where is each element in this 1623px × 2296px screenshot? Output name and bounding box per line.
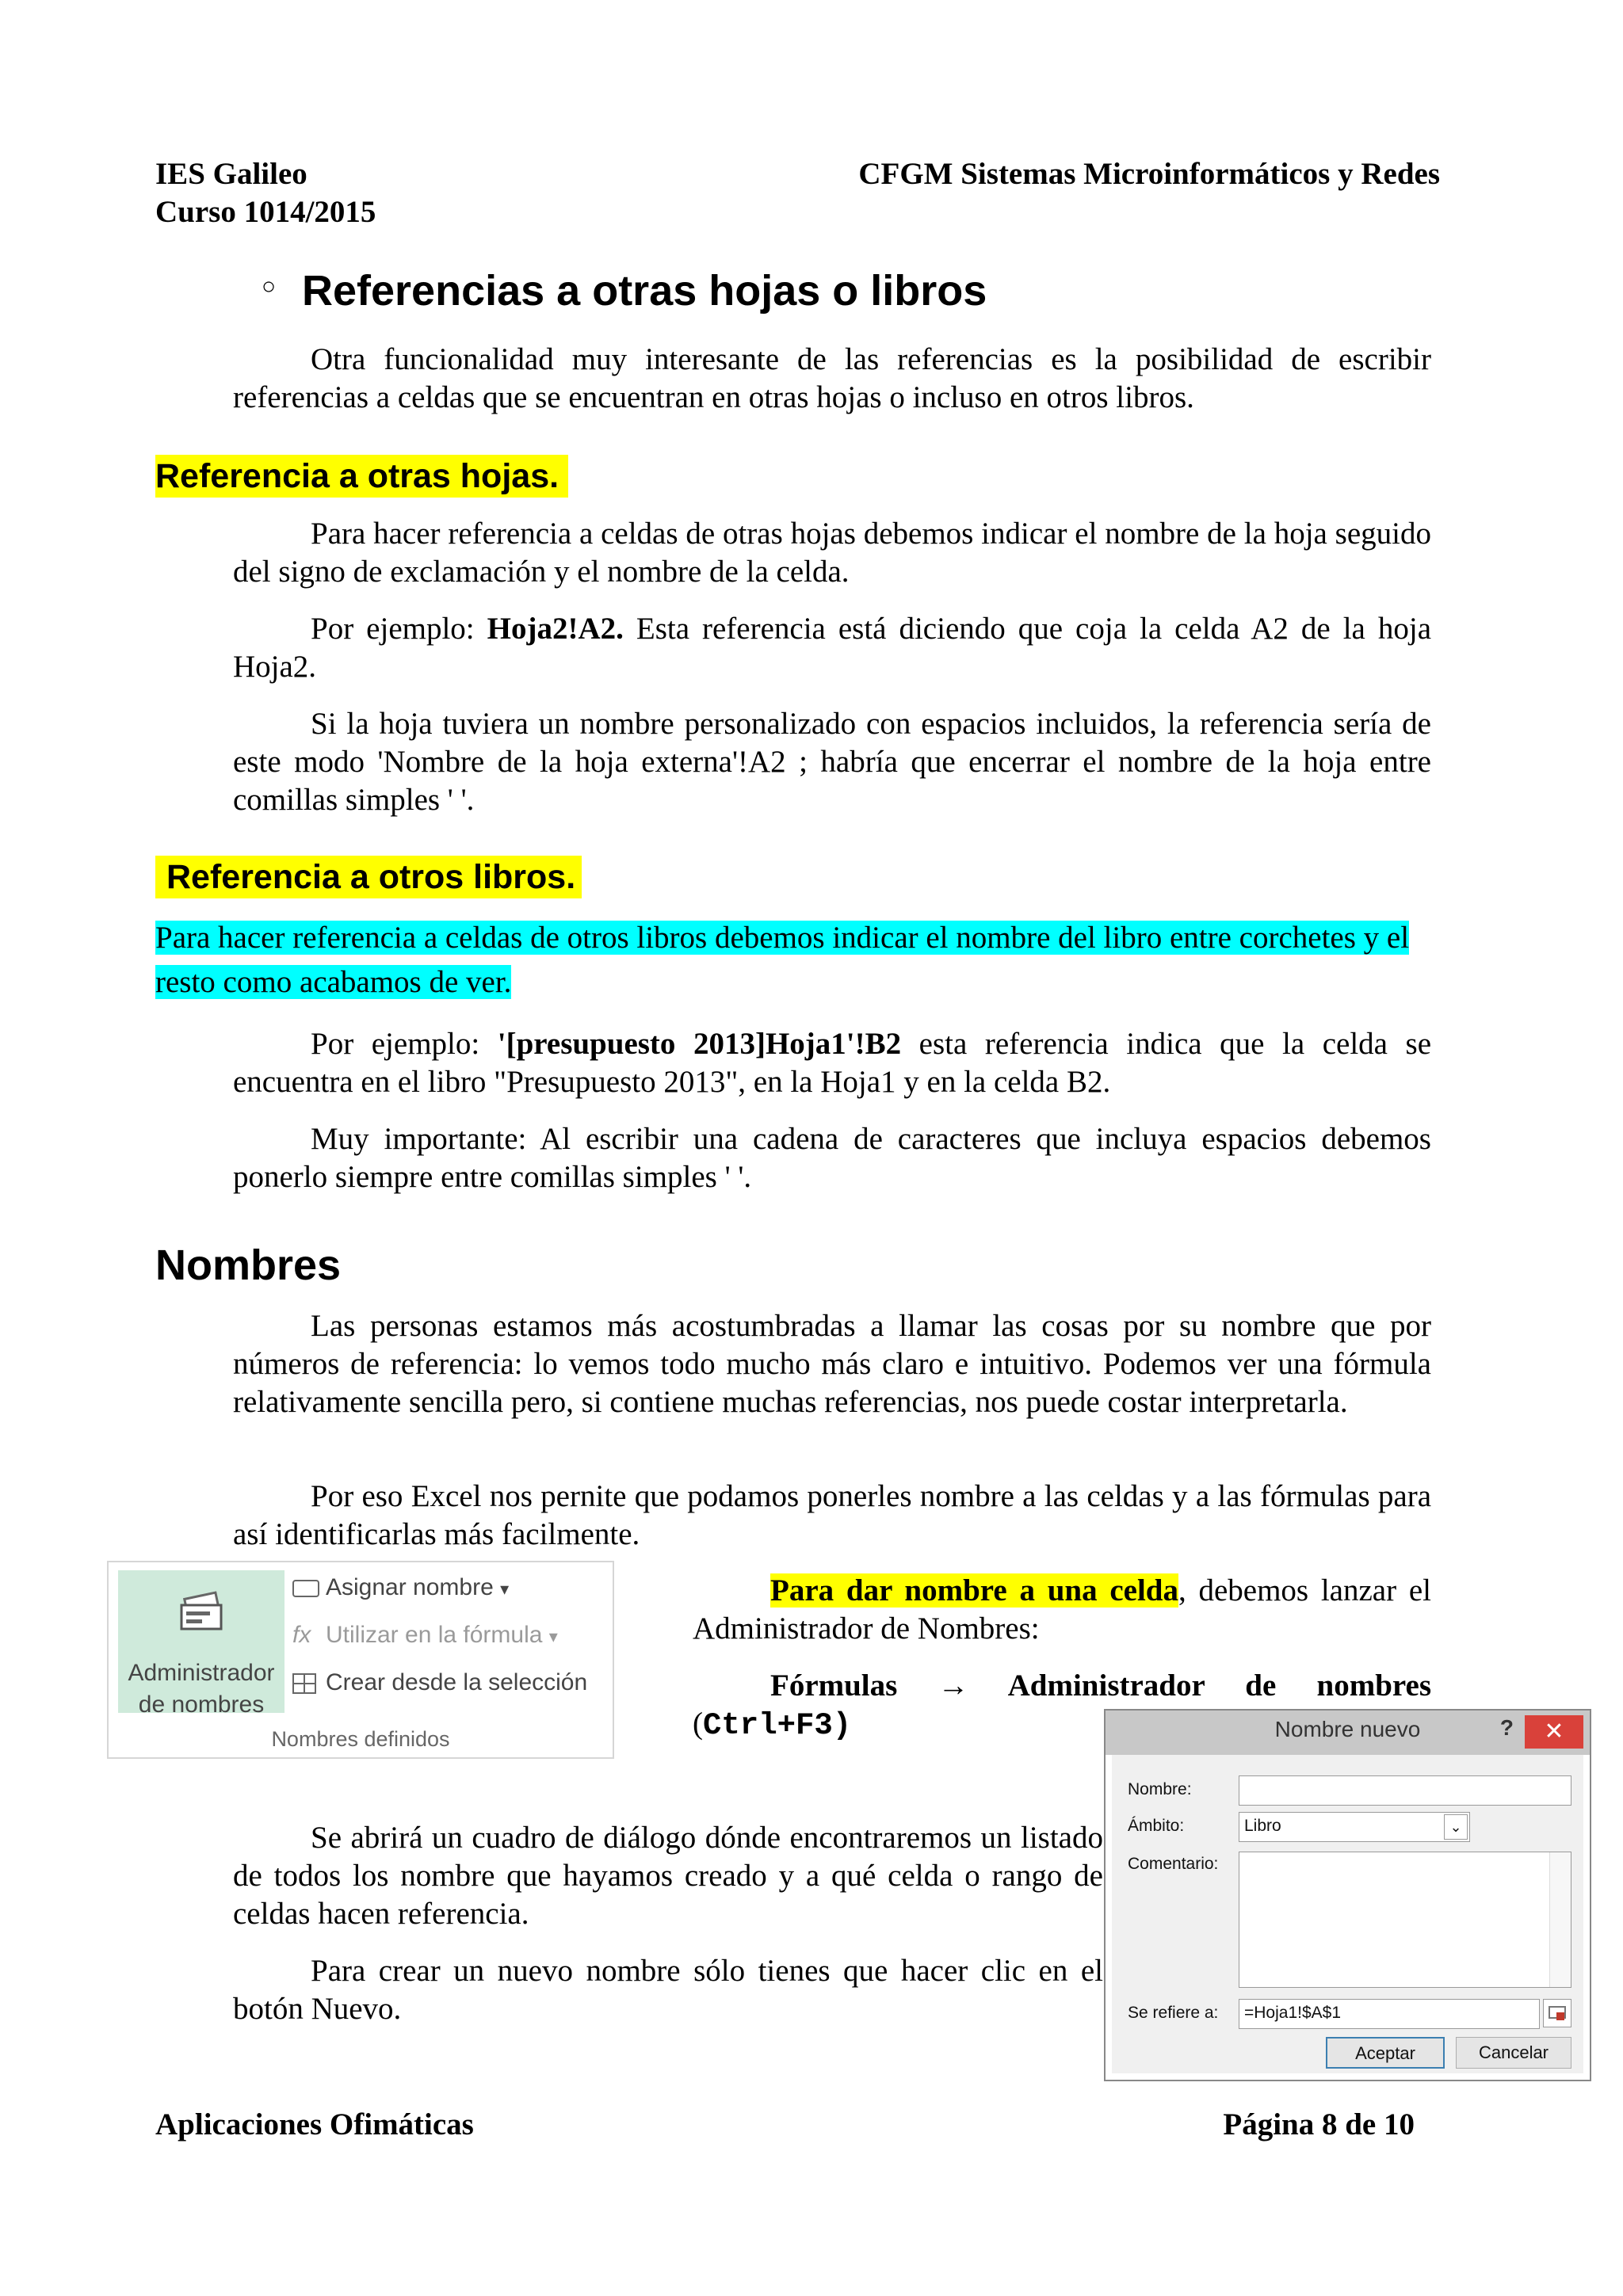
name-manager-icon [175, 1588, 232, 1645]
books-example-reference: '[presupuesto 2013]Hoja1'!B2 [497, 1027, 902, 1061]
scope-value: Libro [1244, 1817, 1281, 1835]
refers-to-label: Se refiere a: [1128, 2004, 1219, 2022]
sheets-example-reference: Hoja2!A2. [487, 612, 624, 646]
tag-icon [292, 1580, 319, 1597]
cancel-button[interactable]: Cancelar [1456, 2037, 1571, 2069]
names-paragraph-6: Para crear un nuevo nombre sólo tienes que hacer clic en el botón Nuevo. [233, 1954, 1103, 2026]
use-in-formula-label: Utilizar en la fórmula [326, 1622, 543, 1648]
heading-names: Nombres [155, 1241, 342, 1289]
shortcut-open-paren: ( [693, 1707, 703, 1741]
help-icon[interactable]: ? [1499, 1715, 1514, 1740]
books-p1-prefix: Por ejemplo: [311, 1027, 498, 1061]
header-school: IES Galileo [155, 157, 307, 191]
names-p3-rest: , debemos lanzar el Administrador de Nombres: [693, 1573, 1431, 1646]
sheets-p2-rest: Esta referencia está diciendo que coja la celda A2 de la hoja Hoja2. [233, 612, 1432, 684]
sheets-paragraph-2 [233, 610, 1431, 686]
assign-name-button[interactable] [292, 1572, 509, 1605]
footer-subject: Aplicaciones Ofimáticas [155, 2107, 474, 2142]
names-paragraph-3 [693, 1572, 1431, 1648]
names-paragraph-1: Las personas estamos más acostumbradas a llamar las cosas por su nombre que por números de referencia: lo vemos todo mucho más claro e intuitivo. Podemos ver una fórmula relativamente sencilla pero, si contiene muchas referencias, nos puede costar interpretarla. [233, 1309, 1431, 1419]
comment-field[interactable] [1239, 1852, 1571, 1988]
name-label: Nombre: [1128, 1780, 1192, 1798]
dialog-title: Nombre nuevo [1274, 1717, 1421, 1741]
books-highlight-text: Para hacer referencia a celdas de otros libros debemos indicar el nombre del libro entre corchetes y el resto como acabamos de ver. [155, 921, 1410, 999]
comment-label: Comentario: [1128, 1855, 1219, 1873]
use-in-formula-button[interactable] [292, 1619, 558, 1653]
close-button[interactable]: ✕ [1525, 1715, 1583, 1749]
name-field[interactable] [1239, 1775, 1571, 1806]
function-icon: fx [292, 1622, 311, 1648]
name-manager-label-line1: Administrador [128, 1660, 275, 1686]
grid-icon [292, 1673, 316, 1694]
scope-select[interactable] [1239, 1812, 1470, 1842]
name-manager-label-line2: de nombres [138, 1691, 265, 1718]
assign-name-label: Asignar nombre [326, 1574, 494, 1600]
books-paragraph-2: Muy importante: Al escribir una cadena de caracteres que incluya espacios debemos ponerlo siempre entre comillas simples ' '. [233, 1122, 1431, 1194]
section-title: Referencias a otras hojas o libros [302, 267, 987, 315]
refers-to-field[interactable]: =Hoja1!$A$1 [1239, 1999, 1540, 2029]
comment-scrollbar[interactable] [1549, 1852, 1571, 1987]
accept-button[interactable]: Aceptar [1326, 2037, 1445, 2069]
create-from-selection-button[interactable] [292, 1667, 587, 1699]
bullet-icon: ○ [262, 273, 277, 299]
chevron-down-icon: ▾ [500, 1579, 510, 1599]
heading-other-sheets: Referencia a otras hojas. [155, 455, 568, 498]
sheets-p2-prefix: Por ejemplo: [311, 612, 487, 646]
menu-path: Fórmulas → Administrador de nombres [770, 1669, 1431, 1703]
scope-label: Ámbito: [1128, 1817, 1185, 1835]
section-intro: Otra funcionalidad muy interesante de las referencias es la posibilidad de escribir referencias a celdas que se encuentran en otras hojas o incluso en otros libros. [233, 342, 1431, 414]
heading-other-books: Referencia a otros libros. [155, 856, 582, 898]
header-course: Curso 1014/2015 [155, 195, 376, 229]
give-name-highlight: Para dar nombre a una celda [770, 1573, 1178, 1608]
group-label: Nombres definidos [271, 1727, 450, 1751]
chevron-down-icon: ▾ [548, 1627, 558, 1646]
sheets-paragraph-1: Para hacer referencia a celdas de otras hojas debemos indicar el nombre de la hoja seguido del signo de exclamación y el nombre de la celda. [233, 517, 1431, 589]
names-paragraph-2: Por eso Excel nos pernite que podamos ponerles nombre a las celdas y a las fórmulas para así identificarlas más facilmente. [233, 1479, 1431, 1551]
shortcut-keys: Ctrl+F3) [703, 1708, 852, 1743]
range-selector-icon[interactable] [1543, 1999, 1571, 2027]
footer-page-number: Página 8 de 10 [1223, 2107, 1415, 2142]
dialog-titlebar [1106, 1711, 1590, 1755]
dialog-body [1112, 1755, 1583, 2073]
names-paragraph-5: Se abrirá un cuadro de diálogo dónde encontraremos un listado de todos los nombre que hayamos creado y a qué celda o rango de celdas hacen referencia. [233, 1821, 1103, 1931]
books-highlight [155, 916, 1463, 1005]
books-p1-rest: esta referencia indica que la celda se encuentra en el libro "Presupuesto 2013", en la Hoja1 y en la celda B2. [233, 1027, 1432, 1099]
books-paragraph-1 [233, 1025, 1431, 1101]
ribbon-defined-names-group [107, 1561, 614, 1759]
chevron-down-icon: ⌄ [1444, 1814, 1468, 1840]
header-program: CFGM Sistemas Microinformáticos y Redes [858, 157, 1440, 191]
create-from-selection-label: Crear desde la selección [326, 1669, 588, 1695]
name-manager-label [118, 1657, 285, 1721]
sheets-paragraph-3: Si la hoja tuviera un nombre personalizado con espacios incluidos, la referencia sería de este modo 'Nombre de la hoja externa'!A2 ; habría que encerrar el nombre de la hoja entre comillas simples ' '. [233, 707, 1431, 817]
name-manager-button[interactable] [118, 1570, 285, 1718]
new-name-dialog [1104, 1709, 1591, 2081]
